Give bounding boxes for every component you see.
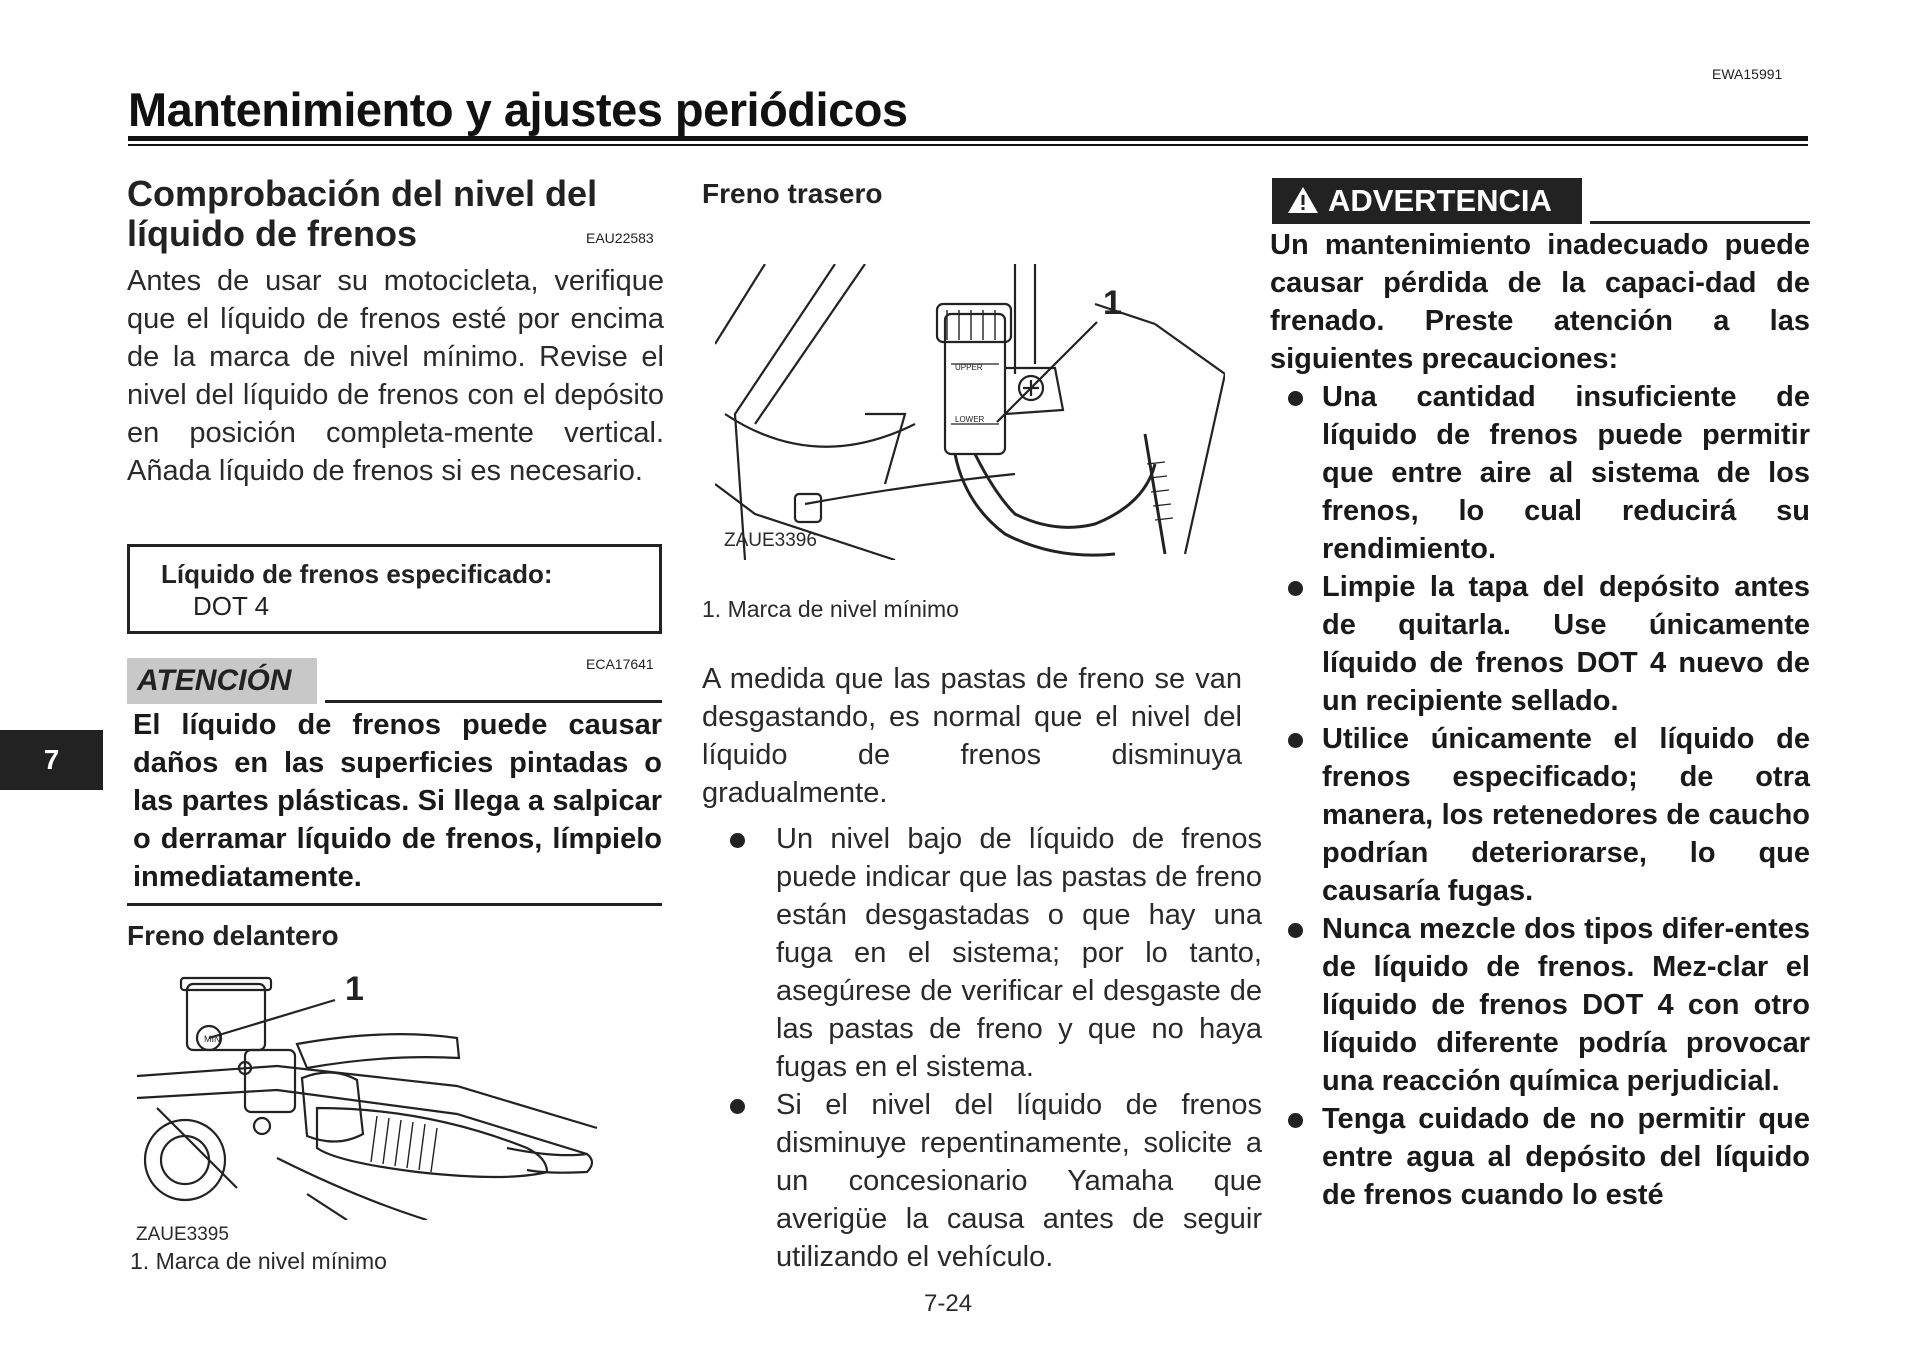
header-rule — [128, 136, 1808, 141]
atencion-rule — [325, 700, 662, 703]
section-heading-line2: líquido de frenos — [127, 213, 418, 254]
page-number: 7-24 — [924, 1290, 973, 1317]
lower-mark-label: LOWER — [955, 415, 985, 424]
atencion-label: ATENCIÓN — [127, 658, 317, 704]
list-item-text: Limpie la tapa del depósito antes de quitarla. Use únicamente líquido de frenos DOT 4 nuevo de un recipiente sellado. — [1322, 571, 1810, 717]
bullet-icon — [730, 833, 745, 848]
spec-box — [127, 544, 662, 634]
list-item — [702, 1086, 1262, 1276]
header-code: EWA15991 — [1712, 66, 1783, 82]
list-item — [1270, 1100, 1810, 1214]
section-heading — [127, 174, 664, 254]
bullet-icon — [1288, 733, 1303, 748]
front-brake-figure — [127, 958, 672, 1220]
rear-figure-caption: 1. Marca de nivel mínimo — [702, 596, 959, 622]
header-rule-thin — [128, 144, 1808, 146]
list-item-text: Una cantidad insuficiente de líquido de frenos puede permitir que entre aire al sistema de los frenos, lo cual reducirá su rendimiento. — [1322, 381, 1810, 565]
bullet-icon — [1288, 1113, 1303, 1128]
list-item — [1270, 910, 1810, 1100]
rear-brake-figure — [715, 264, 1225, 560]
warning-triangle-icon — [1286, 185, 1320, 215]
min-mark-label: MIN — [204, 1034, 221, 1044]
spec-label: Líquido de frenos especificado: — [161, 559, 553, 589]
warning-intro: Un mantenimiento inadecuado puede causar pérdida de la capaci-dad de frenado. Preste atención a las siguientes precauciones: — [1270, 229, 1810, 375]
rear-brake-heading: Freno trasero — [702, 178, 883, 209]
pads-paragraph: A medida que las pastas de freno se van desgastando, es normal que el nivel del líquido de frenos disminuya gradualmente. — [702, 663, 1242, 809]
bullet-icon — [1288, 923, 1303, 938]
list-item — [702, 820, 1262, 1086]
list-item — [1270, 378, 1810, 568]
atencion-text: El líquido de frenos puede causar daños en las superficies pintadas o las partes plásticas. Si llega a salpicar o derramar líquido de frenos, límpielo inmediatamente. — [133, 709, 662, 893]
front-callout-line — [209, 1000, 335, 1038]
spec-value: DOT 4 — [193, 591, 270, 621]
bullet-icon — [730, 1099, 745, 1114]
list-item-text: Nunca mezcle dos tipos difer-entes de líquido de frenos. Mez-clar el líquido de frenos DOT 4 con otro líquido diferente podría provocar una reacción química perjudicial. — [1322, 913, 1810, 1097]
section-code: EAU22583 — [586, 230, 654, 246]
warning-rule — [1590, 221, 1810, 224]
bullet-icon — [1288, 391, 1303, 406]
page-title: Mantenimiento y ajustes periódicos — [128, 83, 908, 136]
front-reservoir — [187, 984, 265, 1050]
list-item-text: Tenga cuidado de no permitir que entre agua al depósito del líquido de frenos cuando lo esté — [1322, 1103, 1810, 1211]
front-brake-heading: Freno delantero — [127, 920, 339, 951]
list-item-text: Si el nivel del líquido de frenos disminuye repentinamente, solicite a un concesionario Yamaha que averigüe la causa antes de seguir utilizando el vehículo. — [776, 1089, 1262, 1273]
rear-callout-number: 1 — [1103, 284, 1122, 322]
warning-label-text: ADVERTENCIA — [1328, 183, 1552, 218]
upper-mark-label: UPPER — [955, 363, 983, 372]
list-item-text: Utilice únicamente el líquido de frenos especificado; de otra manera, los retenedores de caucho podrían deteriorarse, lo que causaría fugas. — [1322, 723, 1810, 907]
warning-bullet-list — [1270, 378, 1810, 1214]
list-item-text: Un nivel bajo de líquido de frenos puede indicar que las pastas de freno están desgastadas o que hay una fuga en el sistema; por lo tanto, asegúrese de verificar el desgaste de las pastas de freno y que no haya fugas en el sistema. — [776, 823, 1262, 1083]
list-item — [1270, 720, 1810, 910]
front-figure-code: ZAUE3395 — [136, 1224, 229, 1245]
warning-label — [1272, 178, 1582, 224]
front-figure-caption: 1. Marca de nivel mínimo — [130, 1248, 387, 1274]
rear-reservoir — [945, 314, 1005, 454]
list-item — [1270, 568, 1810, 720]
intro-paragraph: Antes de usar su motocicleta, verifique que el líquido de frenos esté por encima de la marca de nivel mínimo. Revise el nivel del líquido de frenos con el depósito en posición completa-mente vertical. Añada líquido de frenos si es necesario. — [127, 265, 664, 487]
atencion-code: ECA17641 — [586, 656, 654, 672]
col2-bullet-list — [702, 820, 1262, 1276]
front-callout-number: 1 — [345, 970, 364, 1008]
atencion-bottom-rule — [127, 903, 662, 906]
chapter-tab: 7 — [0, 730, 103, 790]
section-heading-line1: Comprobación del nivel del — [127, 173, 598, 214]
bullet-icon — [1288, 581, 1303, 596]
rear-figure-code: ZAUE3396 — [724, 530, 817, 551]
